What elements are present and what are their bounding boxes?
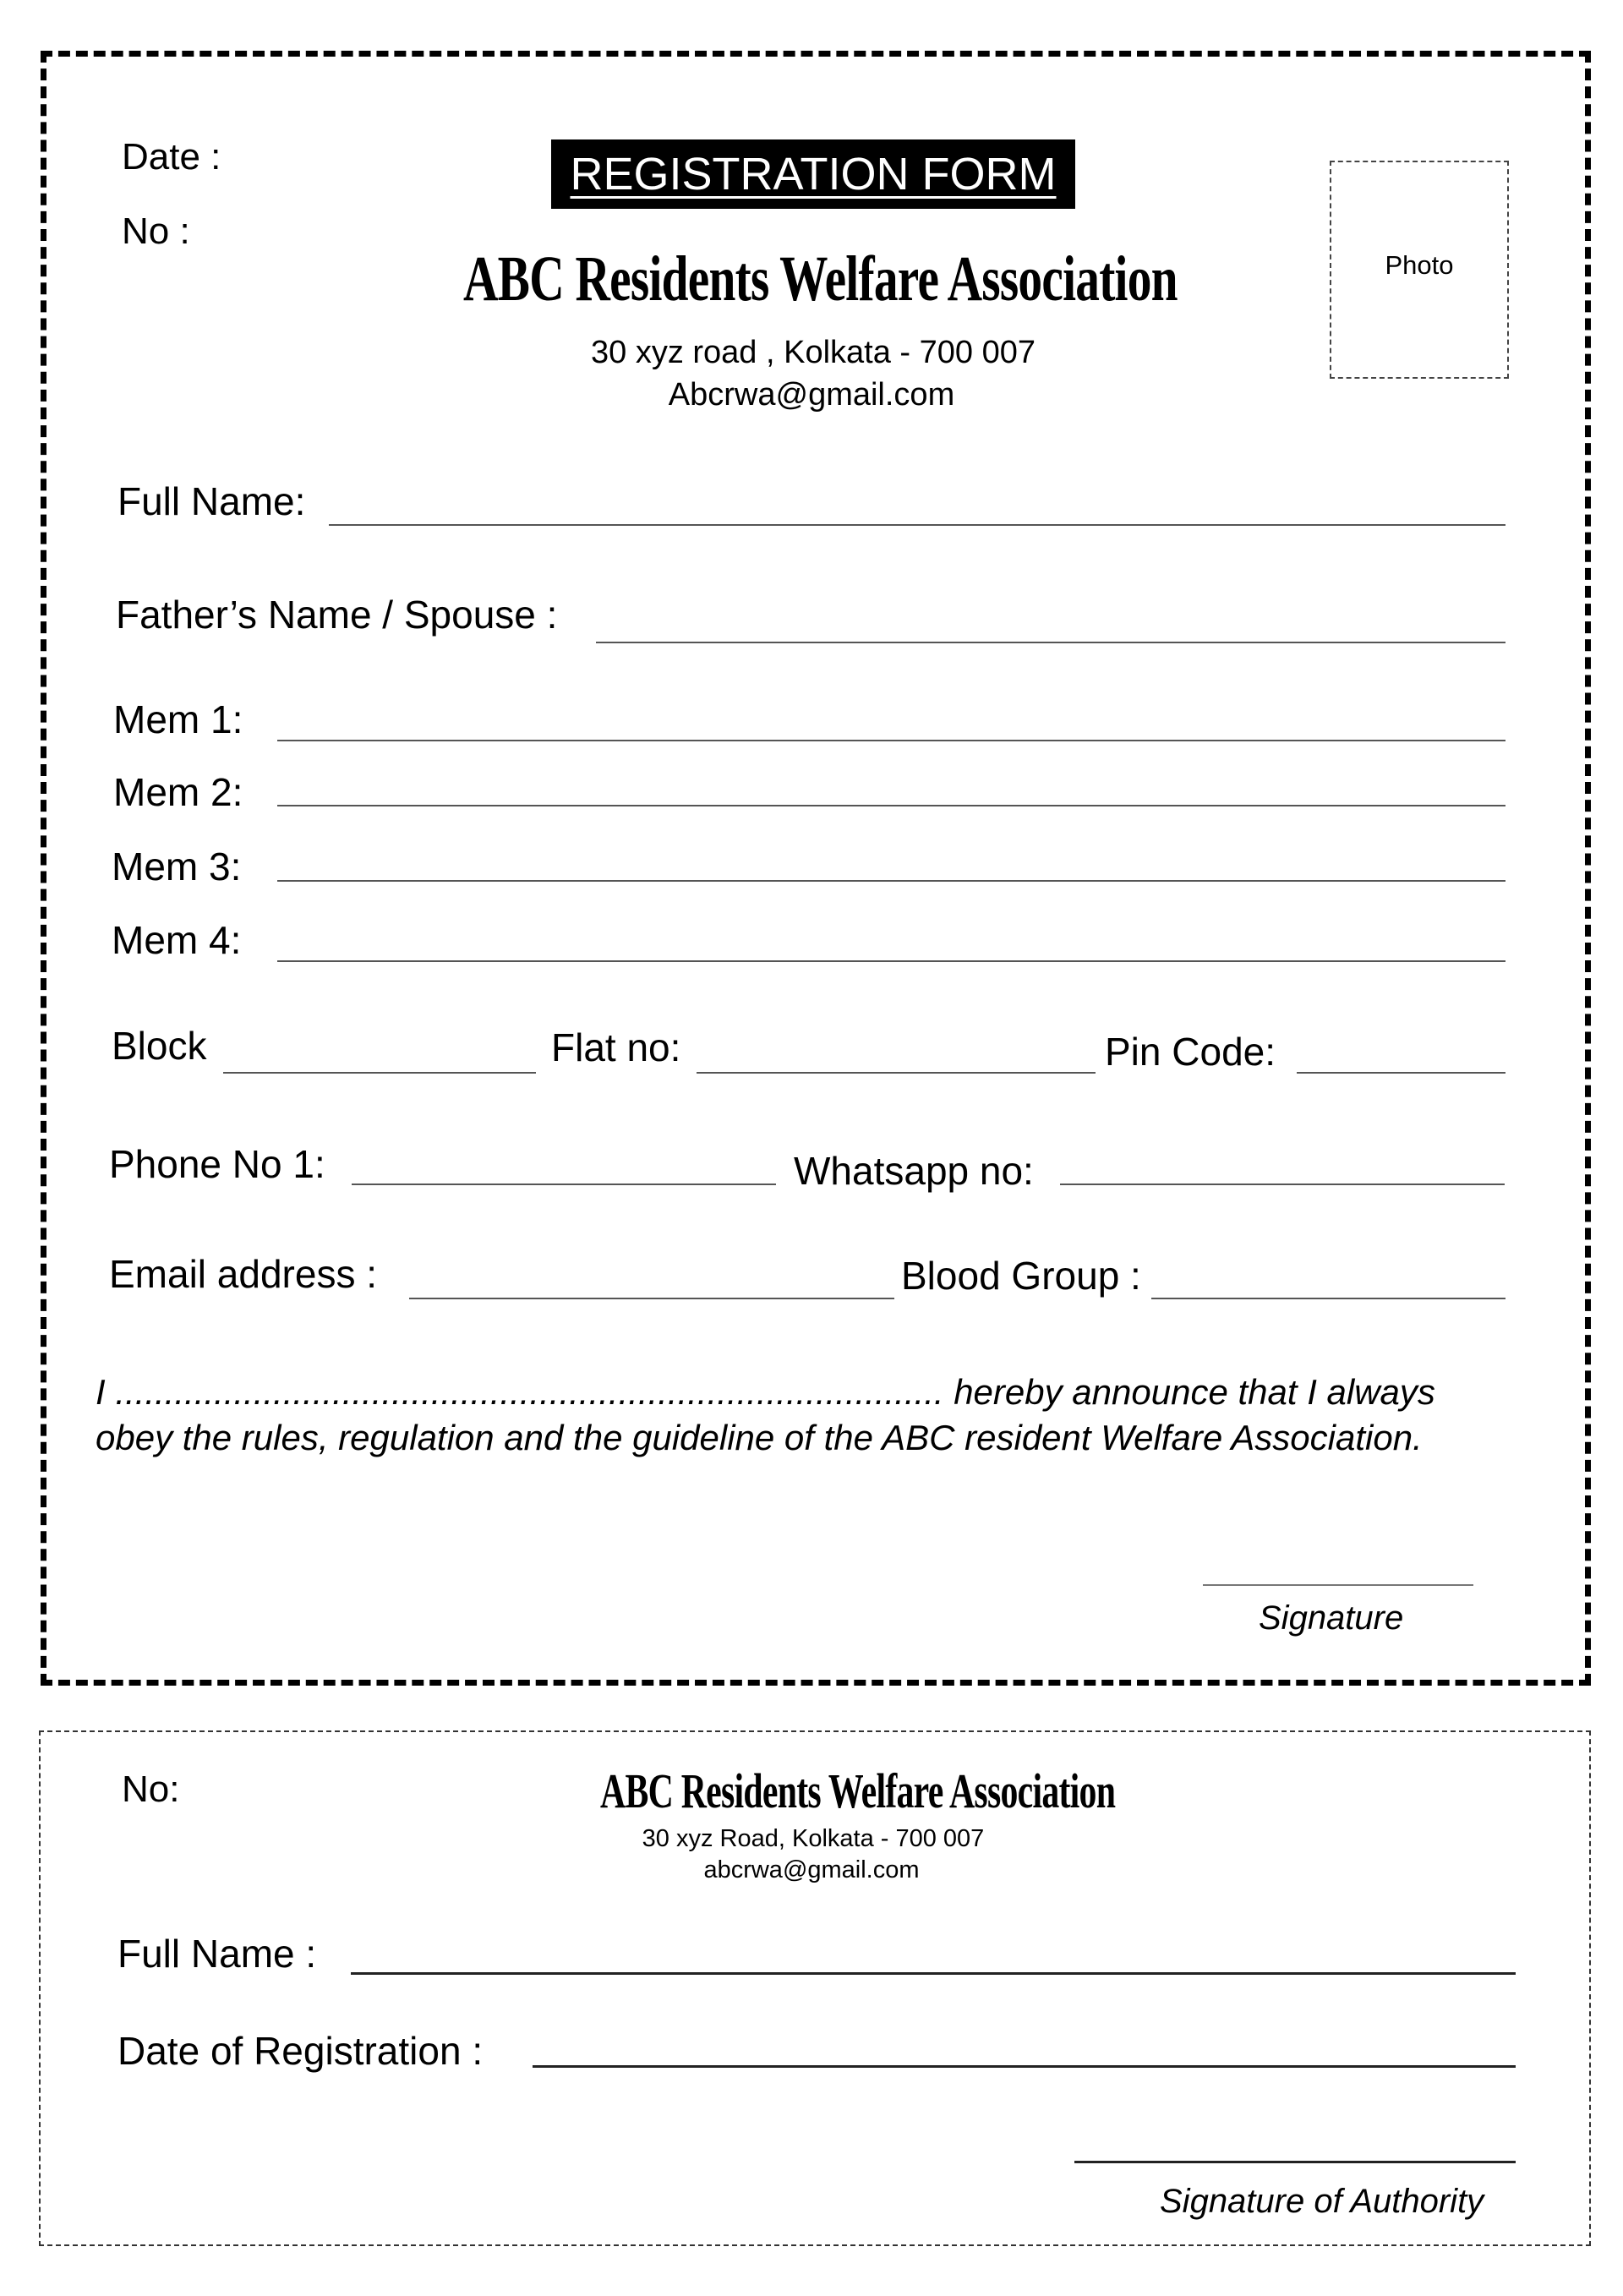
association-email: Abcrwa@gmail.com [668,377,955,413]
member-4-field[interactable] [277,960,1506,962]
declaration-line-2: obey the rules, regulation and the guideline of the ABC resident Welfare Association. [96,1418,1423,1457]
whatsapp-no-field[interactable] [1060,1184,1505,1185]
authority-signature-field[interactable] [1074,2161,1516,2163]
association-name: ABC Residents Welfare Association [463,243,1178,314]
blood-group-field[interactable] [1151,1298,1506,1299]
receipt-full-name-field[interactable] [351,1972,1516,1975]
member-4-label: Mem 4: [112,918,242,962]
pin-code-label: Pin Code: [1105,1030,1276,1074]
pin-code-field[interactable] [1297,1072,1506,1074]
form-title: REGISTRATION FORM [570,149,1057,200]
photo-placeholder[interactable] [1330,161,1509,379]
email-address-label: Email address : [109,1252,378,1296]
number-label: No : [122,210,190,252]
block-field[interactable] [223,1072,536,1074]
photo-label: Photo [1385,250,1454,280]
block-label: Block [112,1024,207,1068]
member-1-field[interactable] [277,740,1506,741]
whatsapp-no-label: Whatsapp no: [794,1149,1034,1193]
signature-field[interactable] [1203,1584,1473,1586]
date-of-registration-label: Date of Registration : [117,2029,484,2073]
full-name-label: Full Name: [117,479,306,523]
member-2-field[interactable] [277,805,1506,806]
father-spouse-label: Father’s Name / Spouse : [116,593,558,637]
flat-no-label: Flat no: [551,1025,681,1069]
member-1-label: Mem 1: [113,697,243,741]
receipt-association-address: 30 xyz Road, Kolkata - 700 007 [642,1825,985,1852]
full-name-field[interactable] [329,524,1506,526]
signature-label: Signature [1259,1599,1404,1637]
authority-signature-label: Signature of Authority [1160,2183,1484,2220]
phone-no-1-field[interactable] [352,1184,776,1185]
form-title-banner [551,139,1075,209]
flat-no-field[interactable] [697,1072,1096,1074]
receipt-association-name: ABC Residents Welfare Association [600,1763,1116,1818]
date-of-registration-field[interactable] [533,2065,1516,2068]
receipt-number-label: No: [122,1768,180,1810]
receipt-association-email: abcrwa@gmail.com [703,1856,920,1883]
member-3-label: Mem 3: [112,845,242,888]
phone-no-1-label: Phone No 1: [109,1142,325,1186]
declaration-line-1: I .................................................................................... hereby announce that I always [96,1372,1435,1412]
association-address: 30 xyz road , Kolkata - 700 007 [591,335,1036,370]
receipt-full-name-label: Full Name : [117,1932,317,1976]
member-2-label: Mem 2: [113,770,243,814]
date-label: Date : [122,136,221,178]
blood-group-label: Blood Group : [901,1254,1141,1298]
father-spouse-field[interactable] [596,642,1506,643]
member-3-field[interactable] [277,880,1506,882]
email-address-field[interactable] [409,1298,894,1299]
